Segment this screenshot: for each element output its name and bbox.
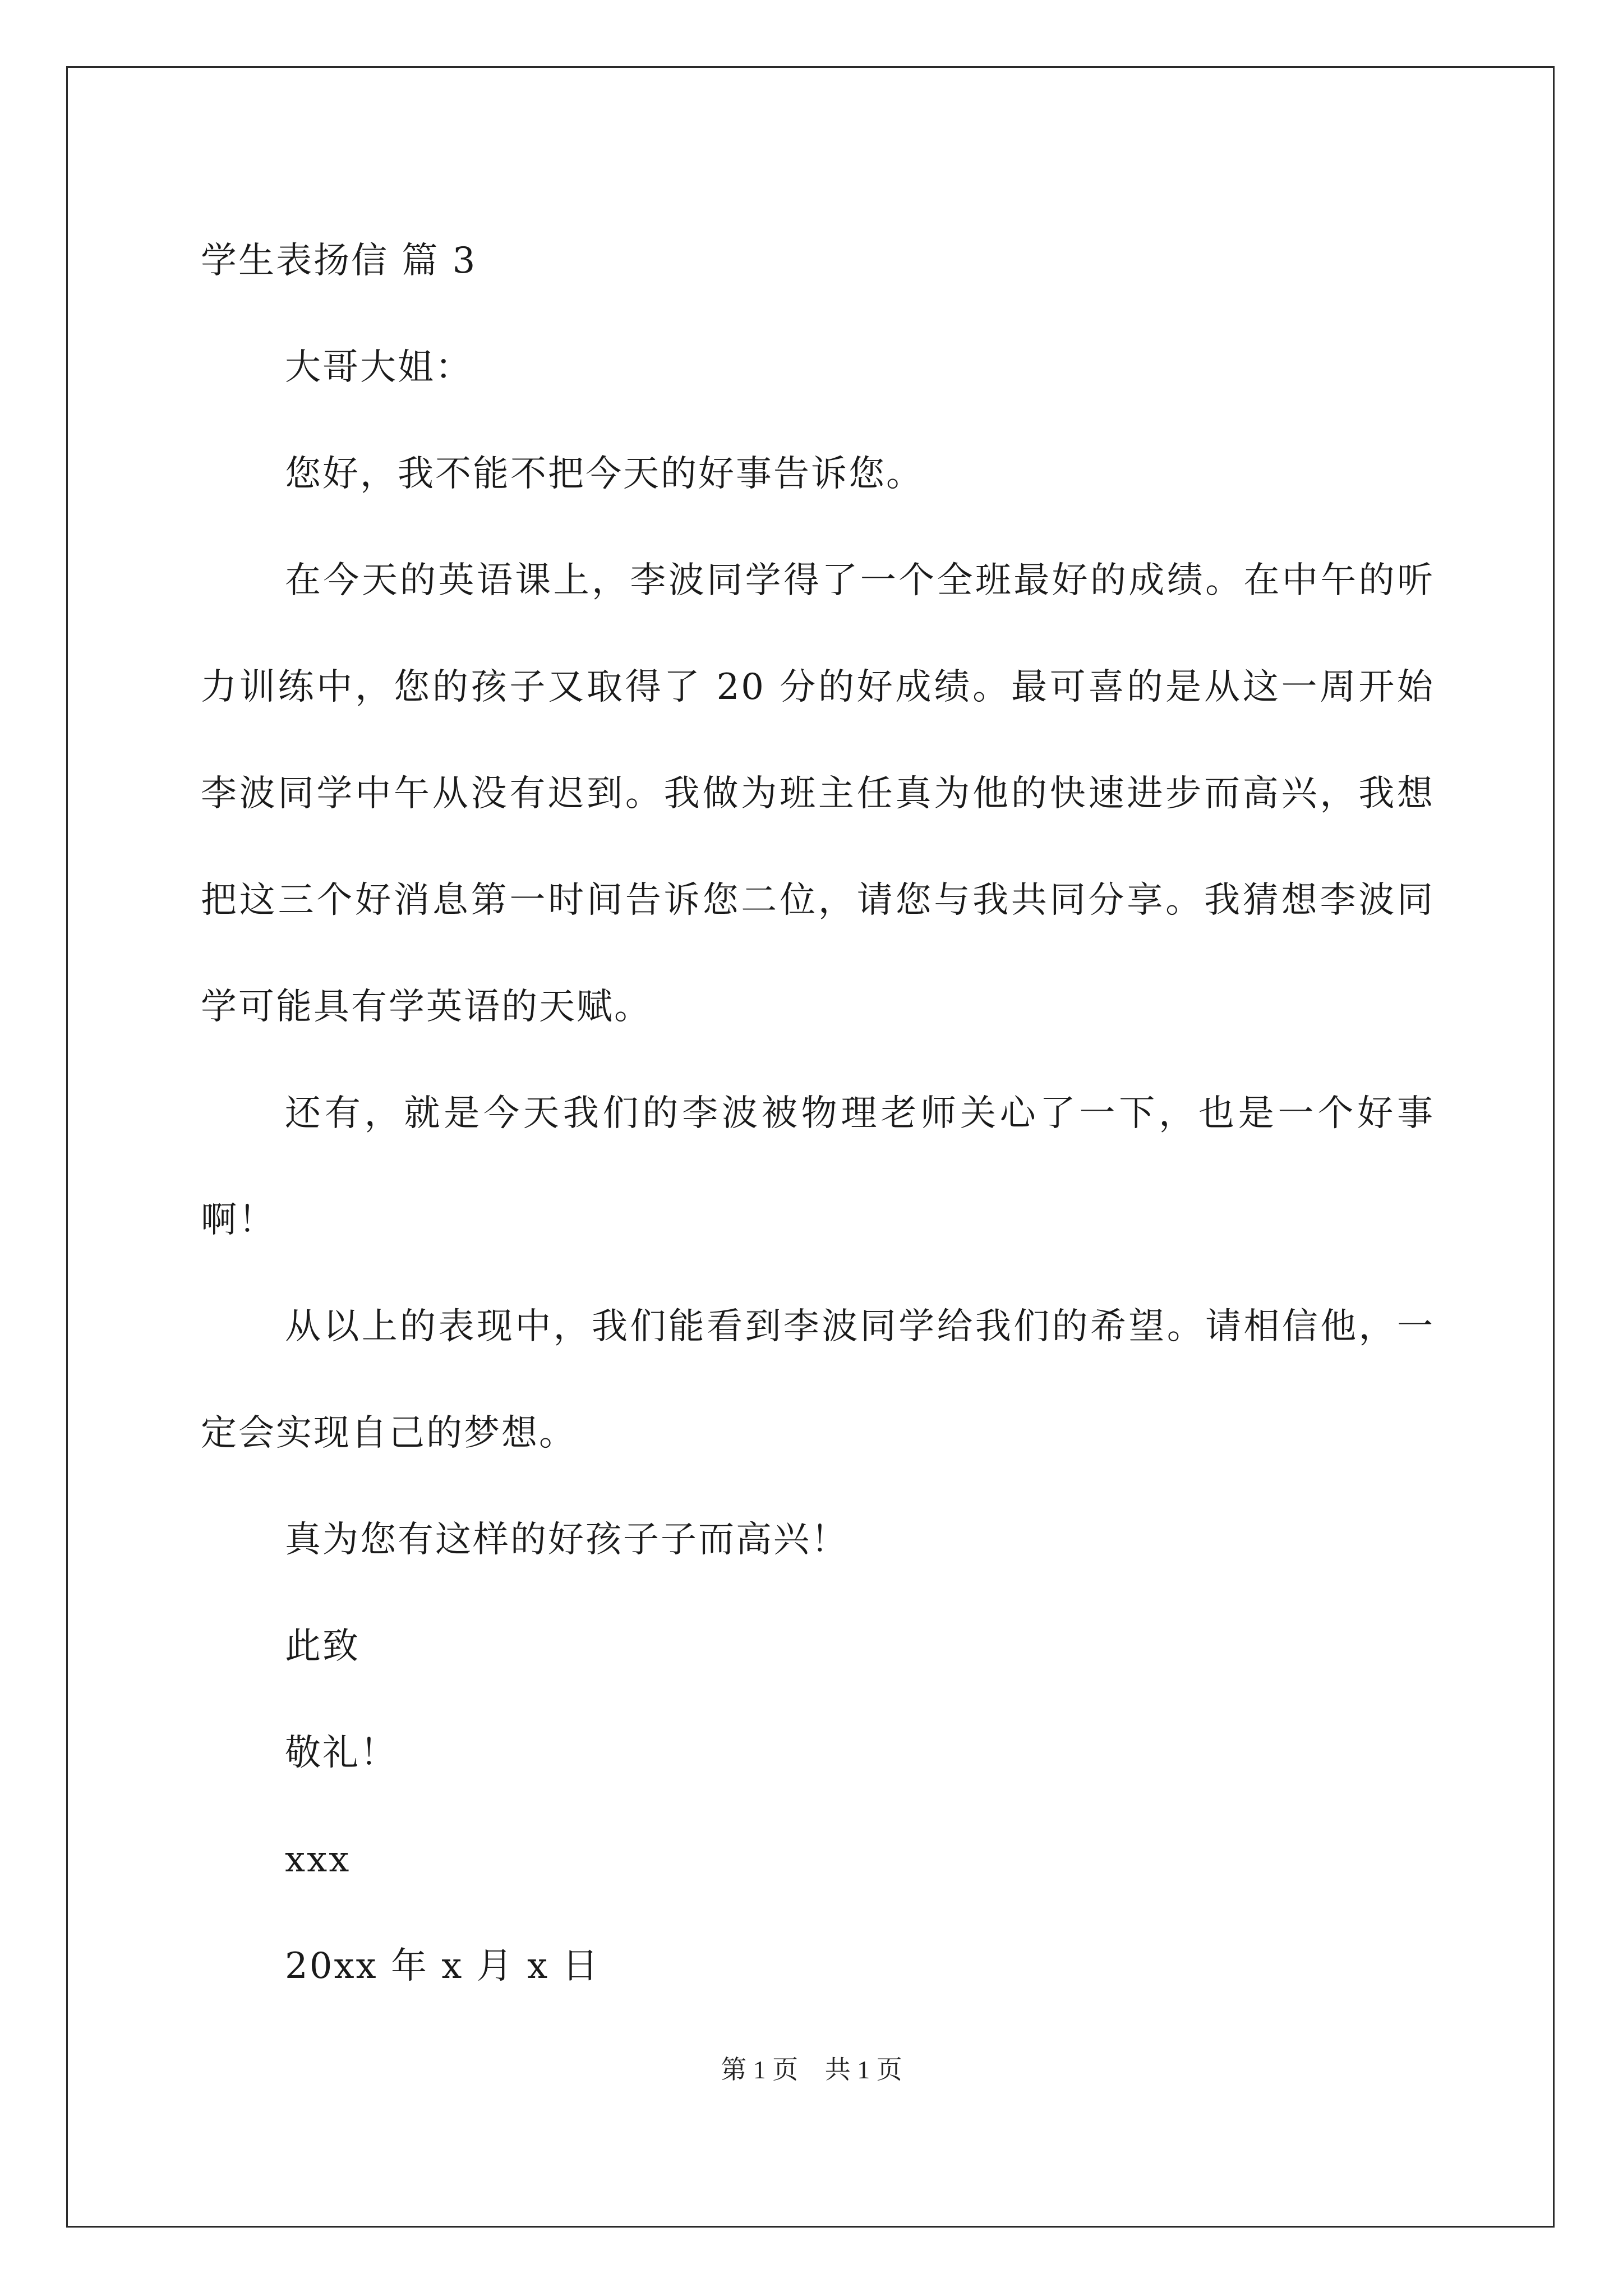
paragraph-greeting: 您好，我不能不把今天的好事告诉您。 bbox=[285, 453, 924, 495]
letter-date: 20xx 年 x 月 x 日 bbox=[285, 1945, 600, 1987]
closing-cizhi: 此致 bbox=[285, 1626, 360, 1667]
letter-body bbox=[201, 208, 1435, 2019]
paragraph-hope: 从以上的表现中，我们能看到李波同学给我们的希望。请相信他，一定会实现自己的梦想。 bbox=[201, 1306, 1435, 1454]
closing-jingli: 敬礼！ bbox=[285, 1732, 398, 1774]
page-number-current: 第 1 页 bbox=[721, 2055, 799, 2084]
signature: xxx bbox=[285, 1839, 351, 1880]
page-footer bbox=[0, 2053, 1623, 2087]
paragraph-english-class: 在今天的英语课上，李波同学得了一个全班最好的成绩。在中午的听力训练中，您的孩子又取得了 20 分的好成绩。最可喜的是从这一周开始李波同学中午从没有迟到。我做为班主任真为他的快速进步而高兴，我想把这三个好消息第一时间告诉您二位，请您与我共同分享。我猜想李波同学可能具有学英语的天赋。 bbox=[201, 560, 1435, 1028]
letter-heading: 学生表扬信 篇 3 bbox=[201, 240, 477, 282]
paragraph-physics-teacher: 还有，就是今天我们的李波被物理老师关心了一下，也是一个好事啊！ bbox=[201, 1093, 1435, 1241]
letter-salutation: 大哥大姐： bbox=[285, 347, 473, 388]
page-number-total: 共 1 页 bbox=[824, 2055, 902, 2084]
paragraph-happy: 真为您有这样的好孩子子而高兴！ bbox=[285, 1519, 849, 1561]
